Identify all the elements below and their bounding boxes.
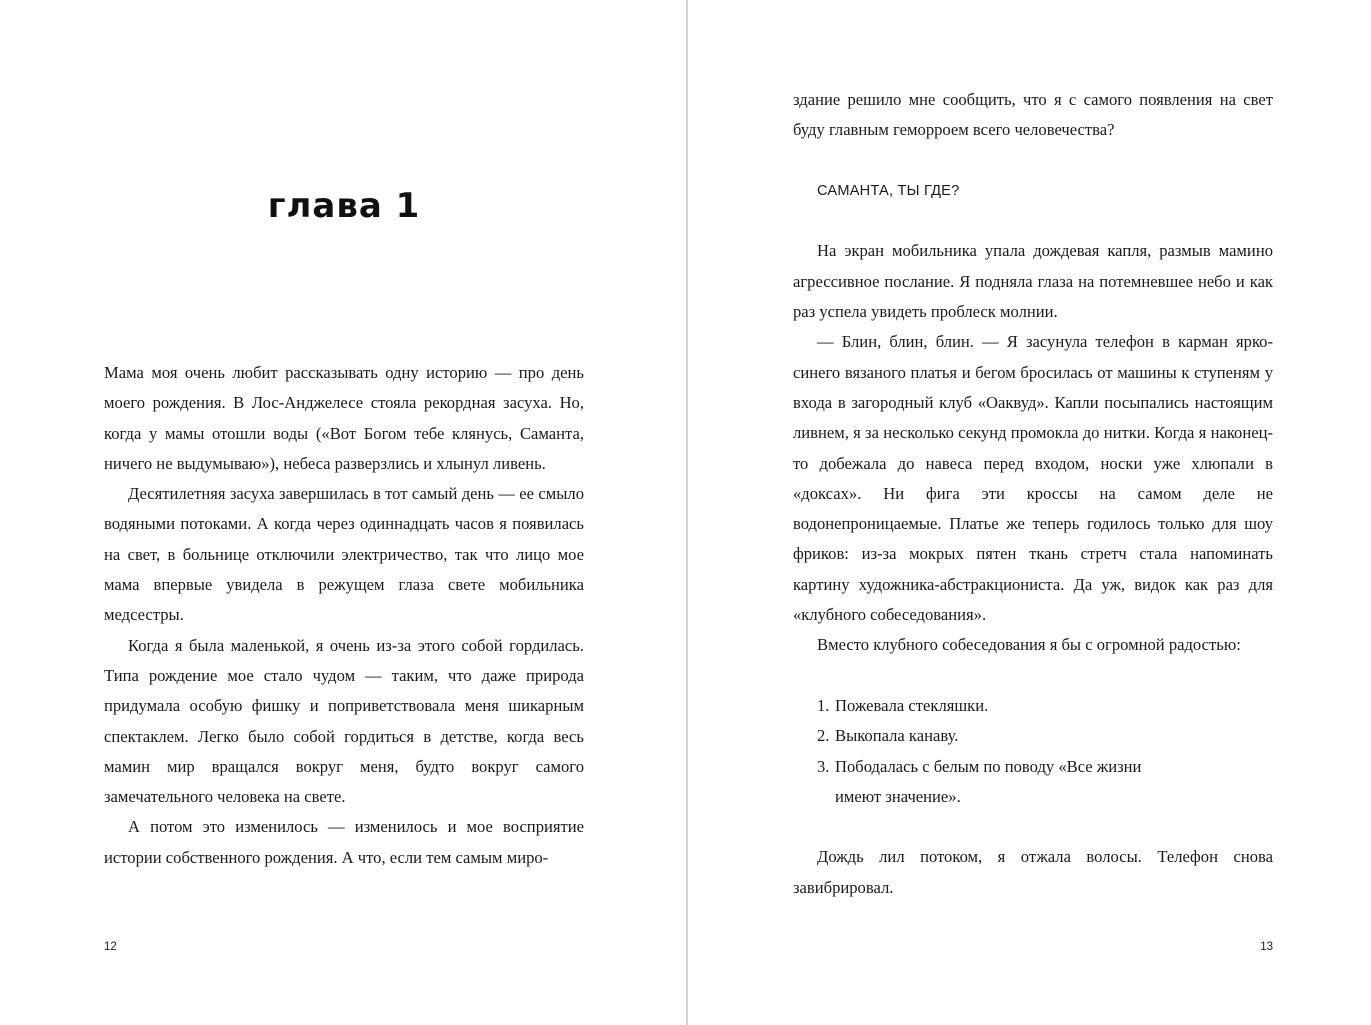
paragraph: Когда я была маленькой, я очень из-за этого собой гордилась. Типа рождение мое стало чудом — таким, что даже природа придумала особую фишку и поприветствовала меня шикарным спектаклем. Легко было собой гордиться в детстве, когда весь мамин мир вращался вокруг меня, будто вокруг самого замечательного человека на свете.	[104, 635, 584, 807]
chapter-title: глава 1	[267, 186, 421, 226]
sms-message: САМАНТА, ТЫ ГДЕ?	[817, 182, 960, 199]
numbered-list	[793, 691, 1273, 812]
book-spine	[686, 0, 688, 1025]
list-item	[793, 752, 1273, 813]
page-number-right: 13	[1260, 941, 1273, 953]
list-item-text: Выкопала канаву.	[835, 726, 959, 746]
paragraph: На экран мобильника упала дождевая капля, размыв мамино агрессивное послание. Я подняла глаза на потемневшее небо и как раз успела увидеть проблеск молнии.	[793, 241, 1273, 322]
list-item	[793, 721, 1273, 751]
list-item-number: 1.	[817, 695, 830, 715]
paragraph: А потом это изменилось — изменилось и мое восприятие истории собственного рождения. А что, если тем самым миро-	[104, 817, 584, 867]
list-item-number: 3.	[817, 756, 830, 776]
paragraph: — Блин, блин, блин. — Я засунула телефон в карман ярко-синего вязаного платья и бегом бросилась от машины к ступеням у входа в загородный клуб «Оаквуд». Капли посыпались настоящим ливнем, я за несколько секунд промокла до нитки. Когда я наконец-то добежала до навеса перед входом, носки уже хлюпали в «доксах». Ни фига эти кроссы на самом деле не водонепроницаемые. Платье же теперь годилось только для шоу фриков: из-за мокрых пятен ткань стретч стала напоминать картину художника-абстракциониста. Да уж, видок как раз для «клубного собеседования».	[793, 332, 1273, 625]
list-item-number: 2.	[817, 726, 830, 746]
left-page	[104, 0, 584, 1025]
paragraph: Десятилетняя засуха завершилась в тот самый день — ее смыло водяными потоками. А когда через одиннадцать часов я появилась на свет, в больнице отключили электричество, так что лицо мое мама впервые увидела в режущем глаза свете мобильника медсестры.	[104, 484, 584, 625]
right-page	[793, 0, 1273, 1025]
paragraph: Вместо клубного собеседования я бы с огромной радостью:	[817, 635, 1241, 655]
list-item-text: Пожевала стекляшки.	[835, 695, 989, 715]
list-item	[793, 691, 1273, 721]
left-page-text	[104, 358, 584, 873]
right-page-text	[793, 85, 1273, 903]
continuation-paragraph: здание решило мне сообщить, что я с самого появления на свет буду главным геморроем всего человечества?	[793, 90, 1273, 140]
closing-paragraph: Дождь лил потоком, я отжала волосы. Телефон снова завибрировал.	[793, 847, 1273, 897]
list-item-text: Пободалась с белым по поводу «Все жизни имеют значение».	[835, 756, 1142, 806]
page-number-left: 12	[104, 941, 117, 953]
paragraph: Мама моя очень любит рассказывать одну историю — про день моего рождения. В Лос-Анджелесе стояла рекордная засуха. Но, когда у мамы отошли воды («Вот Богом тебе клянусь, Саманта, ничего не выдумываю»), небеса разверзлись и хлынул ливень.	[104, 363, 584, 473]
